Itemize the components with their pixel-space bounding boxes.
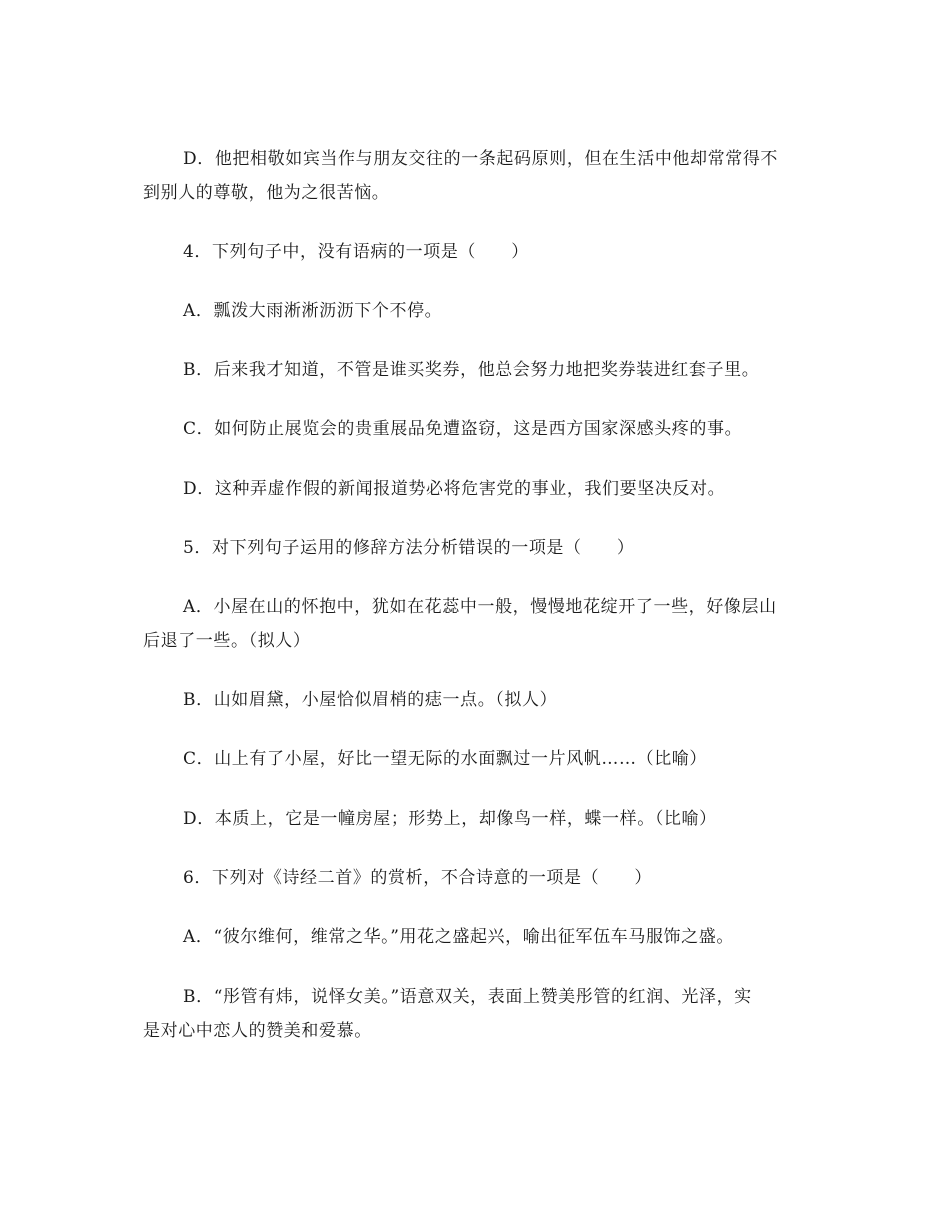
q6-option-b-line1: B．“彤管有炜，说怿女美。”语意双关，表面上赞美彤管的红润、光泽，实 xyxy=(183,987,752,1007)
q5-option-b: B．山如眉黛，小屋恰似眉梢的痣一点。（拟人） xyxy=(183,690,558,710)
q6-option-b-line2: 是对心中恋人的赞美和爱慕。 xyxy=(143,1021,372,1041)
q6-stem: 6．下列对《诗经二首》的赏析，不合诗意的一项是（ ） xyxy=(183,868,653,888)
q3-option-d-line2: 到别人的尊敬，他为之很苦恼。 xyxy=(143,183,390,203)
q4-option-b: B．后来我才知道，不管是谁买奖券，他总会努力地把奖券装进红套子里。 xyxy=(183,360,760,380)
q4-option-d: D．这种弄虚作假的新闻报道势必将危害党的事业，我们要坚决反对。 xyxy=(183,479,726,499)
q5-option-a-line2: 后退了一些。（拟人） xyxy=(143,631,311,651)
q6-option-a: A．“彼尔维何，维常之华。”用花之盛起兴，喻出征军伍车马服饰之盛。 xyxy=(183,927,734,947)
q5-option-c: C．山上有了小屋，好比一望无际的水面飘过一片风帆……（比喻） xyxy=(183,749,708,769)
q5-stem: 5．对下列句子运用的修辞方法分析错误的一项是（ ） xyxy=(183,538,635,558)
q4-stem: 4．下列句子中，没有语病的一项是（ ） xyxy=(183,242,529,262)
q5-option-a-line1: A．小屋在山的怀抱中，犹如在花蕊中一般，慢慢地花绽开了一些，好像层山 xyxy=(183,597,777,617)
q5-option-d: D．本质上，它是一幢房屋；形势上，却像鸟一样，蝶一样。（比喻） xyxy=(183,809,717,829)
q4-option-c: C．如何防止展览会的贵重展品免遭盗窃，这是西方国家深感头疼的事。 xyxy=(183,419,743,439)
q3-option-d-line1: D．他把相敬如宾当作与朋友交往的一条起码原则，但在生活中他却常常得不 xyxy=(183,149,779,169)
q4-option-a: A．瓢泼大雨淅淅沥沥下个不停。 xyxy=(183,301,443,321)
